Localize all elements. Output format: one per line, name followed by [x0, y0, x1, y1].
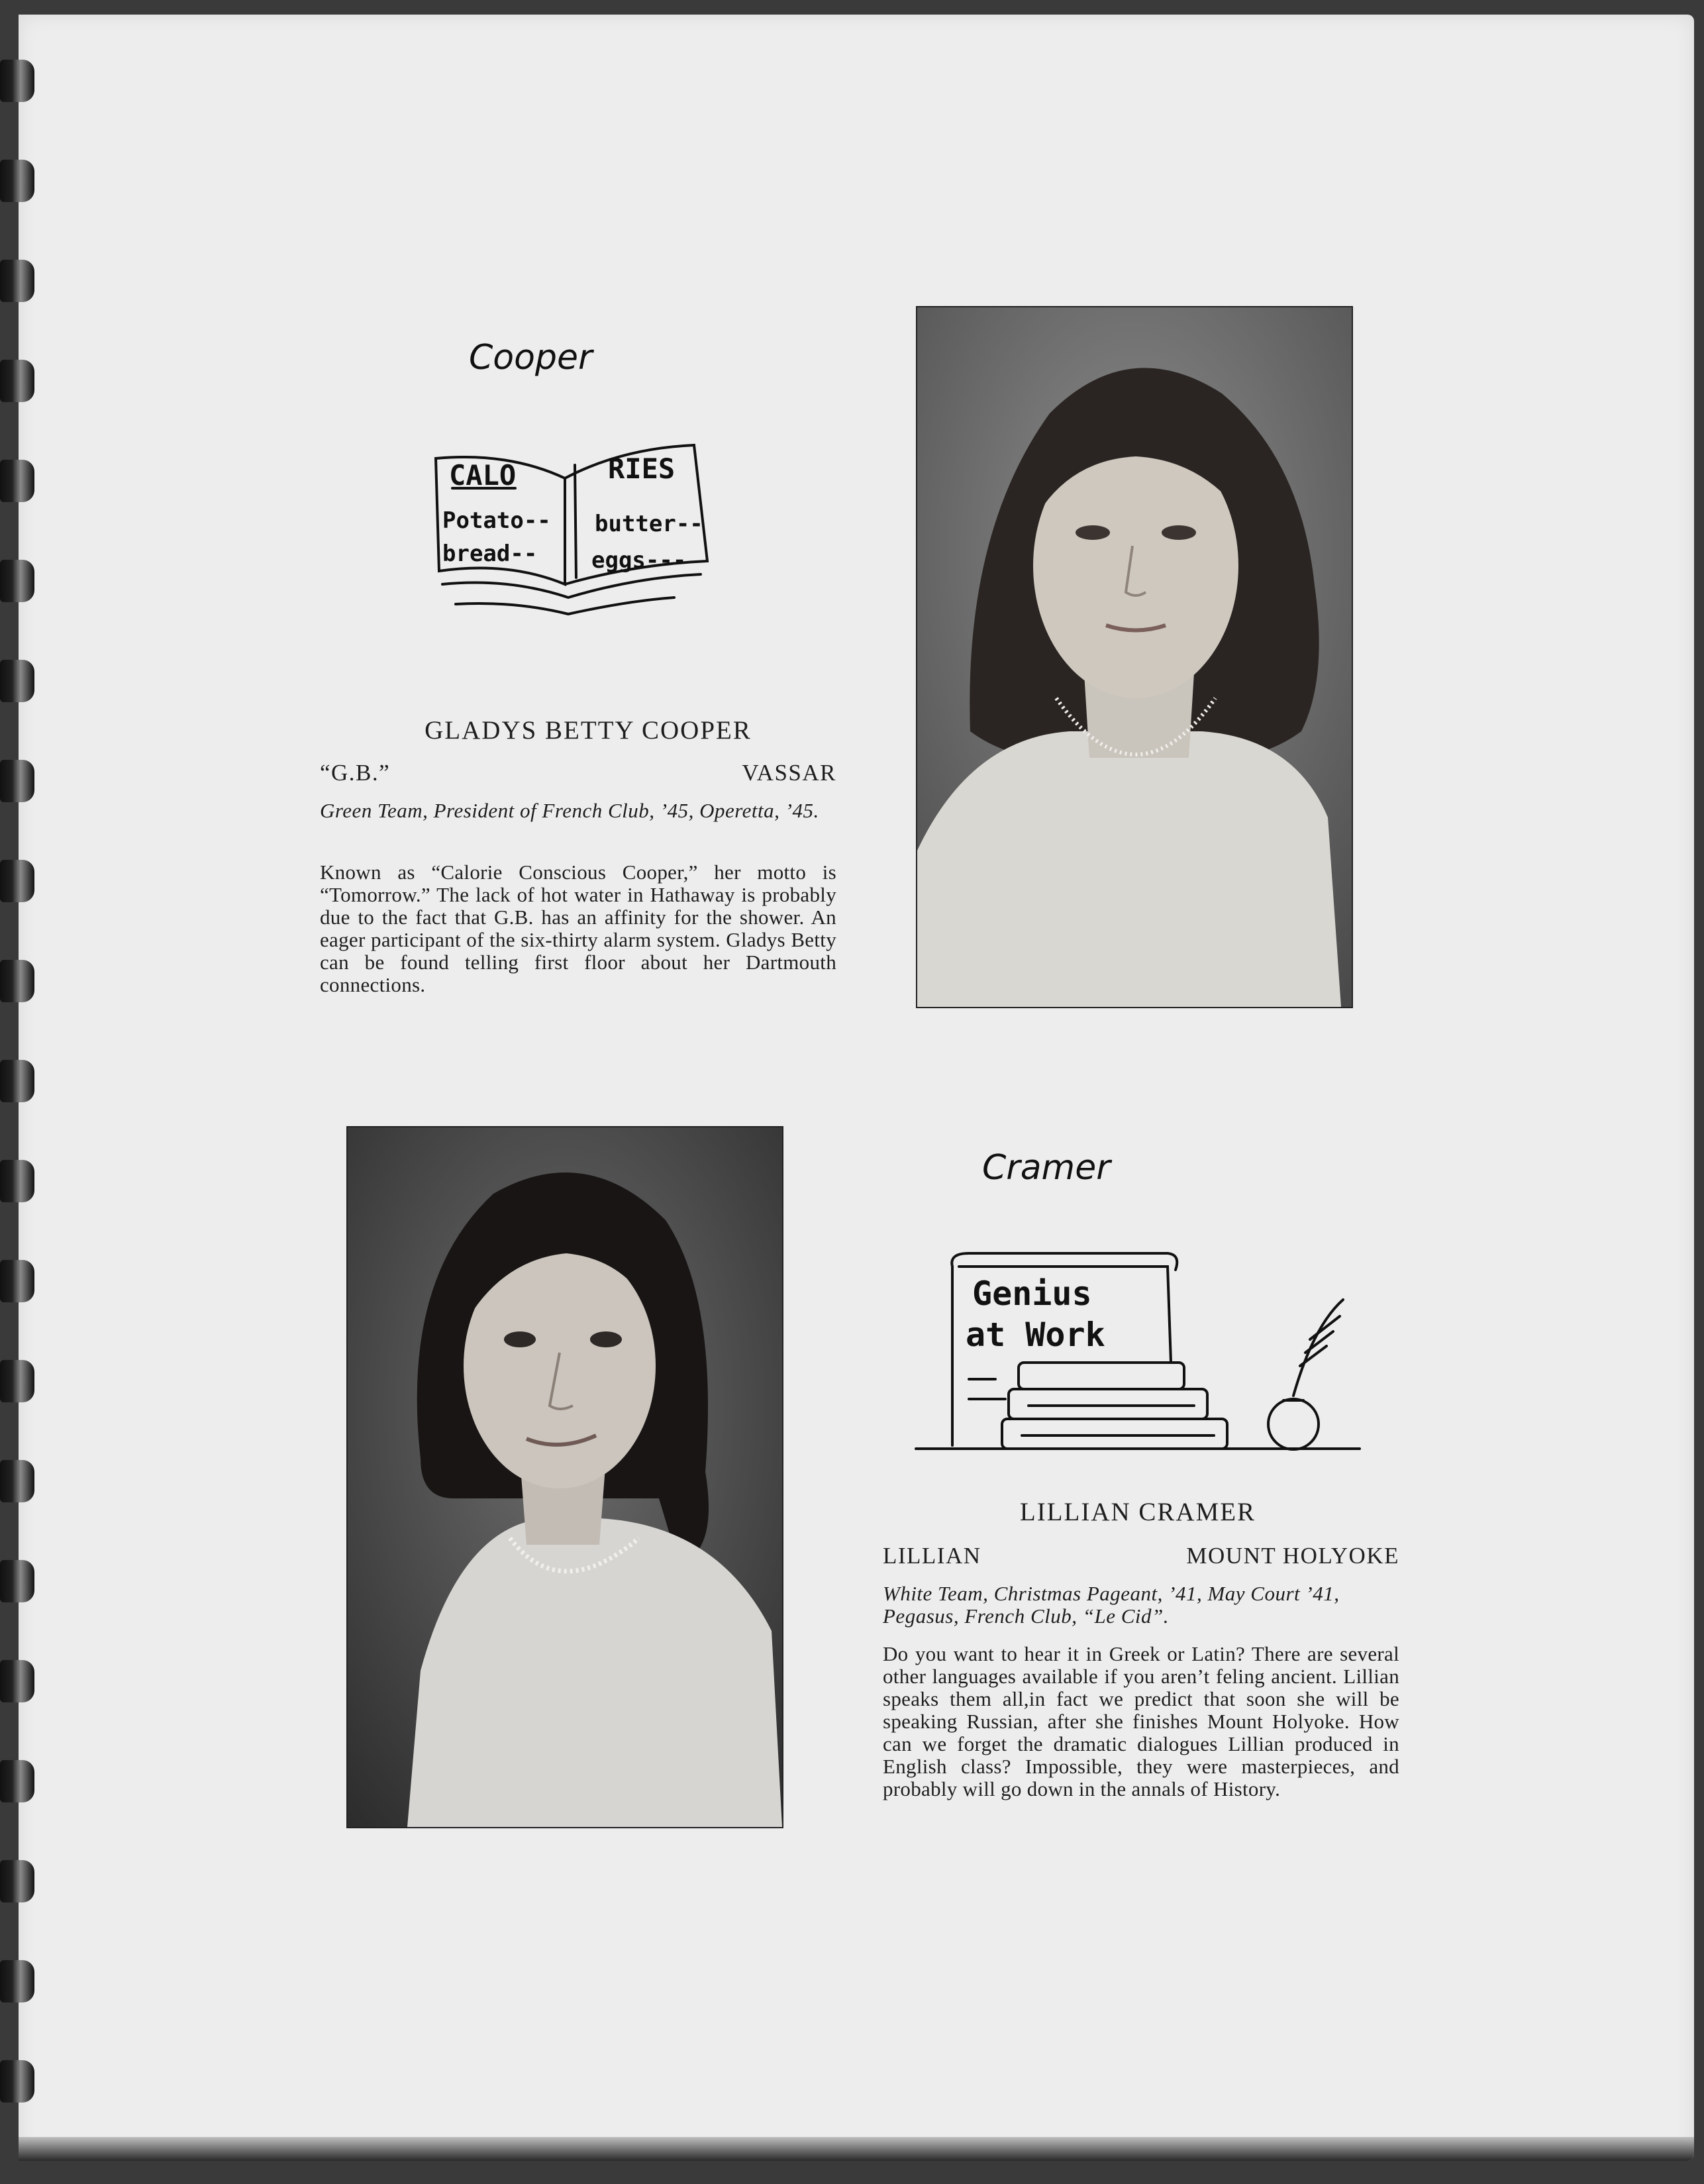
binding-ring — [0, 1560, 34, 1602]
page-bottom-edge — [19, 2137, 1694, 2161]
binding-ring — [0, 1660, 34, 1702]
binding-ring — [0, 660, 34, 702]
nickname-cramer: LILLIAN — [883, 1543, 981, 1569]
binding-ring — [0, 1460, 34, 1502]
student-name-cramer: LILLIAN CRAMER — [1019, 1498, 1256, 1526]
svg-text:butter--: butter-- — [595, 511, 703, 537]
college-cramer: MOUNT HOLYOKE — [1186, 1543, 1399, 1569]
binding-ring — [0, 1260, 34, 1302]
binding-ring — [0, 860, 34, 902]
svg-text:Genius: Genius — [972, 1274, 1092, 1313]
binding-ring — [0, 260, 34, 302]
binding-ring — [0, 360, 34, 402]
binding-ring — [0, 1360, 34, 1402]
bio-cooper: Known as “Calorie Conscious Cooper,” her motto is “Tomorrow.” The lack of hot water in Hathaway is probably due to the fact that G.B. has an affinity for the shower. An eager participant of the six-thirty alarm system. Gladys Betty can be found telling first floor about her Dartmouth connections. — [320, 860, 836, 996]
yearbook-page — [19, 15, 1694, 2161]
genius-at-work-sketch — [903, 1247, 1379, 1465]
binding-ring — [0, 1160, 34, 1202]
signature-cramer — [976, 1133, 1214, 1199]
svg-text:bread--: bread-- — [442, 541, 538, 567]
svg-text:Potato--: Potato-- — [442, 507, 551, 534]
svg-text:Cramer: Cramer — [982, 1148, 1111, 1188]
svg-text:Cooper: Cooper — [469, 338, 593, 378]
binding-ring — [0, 60, 34, 102]
portrait-photo-cooper — [916, 306, 1353, 1008]
signature-cooper — [462, 323, 674, 389]
binding-ring — [0, 1760, 34, 1802]
binding-ring — [0, 1960, 34, 2002]
binding-ring — [0, 1860, 34, 1902]
svg-text:eggs---: eggs--- — [591, 547, 687, 574]
binding-ring — [0, 1060, 34, 1102]
activities-cramer: White Team, Christmas Pageant, ’41, May Court ’41, Pegasus, French Club, “Le Cid”. — [883, 1582, 1340, 1628]
college-cooper: VASSAR — [742, 760, 836, 786]
calories-book-sketch — [416, 419, 747, 637]
portrait-photo-cramer — [346, 1126, 783, 1828]
svg-text:RIES: RIES — [608, 452, 676, 485]
bio-cramer: Do you want to hear it in Greek or Latin? There are several other languages available if you aren’t feling ancient. Lillian speaks them all,in fact we predict that soon she will be speaking Russian, after she finishes Mount Holyoke. How can we forget the dramatic dialogues Lillian produced in English class? Impossible, they were masterpieces, and probably will go down in the annals of History. — [883, 1642, 1399, 1800]
binding-ring — [0, 160, 34, 202]
nickname-college-row-cooper — [320, 760, 836, 786]
svg-text:CALO: CALO — [449, 459, 517, 492]
activities-cooper: Green Team, President of French Club, ’45, Operetta, ’45. — [320, 799, 819, 822]
binding-ring — [0, 460, 34, 502]
binding-ring — [0, 760, 34, 802]
svg-text:at Work: at Work — [966, 1316, 1105, 1354]
student-name-cooper: GLADYS BETTY COOPER — [425, 716, 752, 745]
binding-ring — [0, 560, 34, 602]
nickname-cooper: “G.B.” — [320, 760, 391, 786]
nickname-college-row-cramer — [883, 1543, 1399, 1569]
binding-ring — [0, 960, 34, 1002]
binding-ring — [0, 2060, 34, 2103]
spiral-binding — [0, 0, 40, 2184]
